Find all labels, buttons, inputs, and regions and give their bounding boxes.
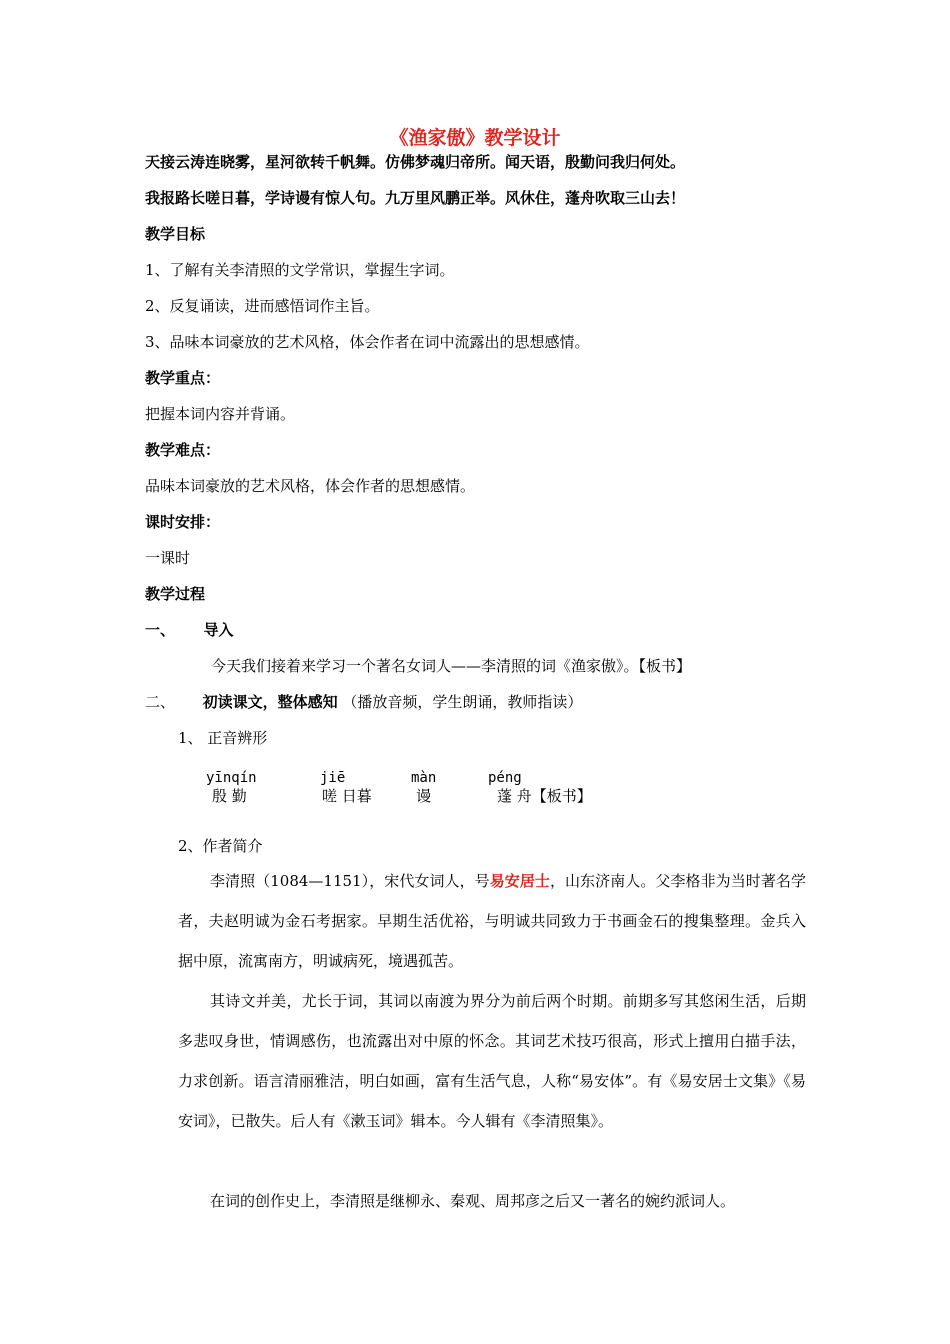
difficulty-heading: 教学难点：	[145, 441, 221, 459]
board-note: 【板书】	[531, 787, 592, 805]
hanzi-jie: 嗟 日暮	[322, 787, 372, 805]
goal-item: 1、了解有关李清照的文学常识，掌握生字词。	[145, 261, 455, 279]
hanzi-peng	[497, 786, 592, 806]
poem-line-1: 天接云涛连晓雾，星河欲转千帆舞。仿佛梦魂归帝所。闻天语，殷勤问我归何处。	[145, 153, 686, 171]
section-2-heading	[145, 692, 582, 712]
bio-p1-rest: ，山东济南人。父李格非为当时著名学者，夫赵明诚为金石考据家。早期生活优裕，与明诚共同致力于书画金石的搜集整理。金兵入据中原，流寓南方，明诚病死，境遇孤苦。	[178, 872, 806, 970]
document-title: 《渔家傲》教学设计	[389, 127, 561, 149]
pinyin-yinqin: yīnqín	[206, 770, 257, 786]
subsection-author: 2、作者简介	[178, 837, 263, 855]
section-2-title: 初读课文，整体感知	[202, 693, 338, 711]
goal-item: 2、反复诵读，进而感悟词作主旨。	[145, 297, 380, 315]
poem-line-2: 我报路长嗟日暮，学诗谩有惊人句。九万里风鹏正举。风休住，蓬舟吹取三山去！	[145, 189, 686, 207]
hanzi-peng-text: 蓬 舟	[497, 787, 532, 805]
pinyin-jie: jiē	[320, 770, 346, 786]
difficulty-text: 品味本词豪放的艺术风格，体会作者的思想感情。	[145, 477, 476, 495]
goal-item: 3、品味本词豪放的艺术风格，体会作者在词中流露出的思想感情。	[145, 333, 590, 351]
section-1-heading	[145, 620, 234, 640]
section-2-number: 二、	[145, 693, 176, 711]
section-1-text: 今天我们接着来学习一个著名女词人——李清照的词《渔家傲》。【板书】	[211, 657, 692, 675]
schedule-text: 一课时	[145, 549, 191, 567]
bio-p1-start: 李清照（1084—1151），宋代女词人，号	[210, 872, 490, 890]
hanzi-man: 谩	[416, 787, 432, 805]
pinyin-man: màn	[411, 770, 437, 786]
author-bio-paragraph-2: 其诗文并美，尤长于词，其词以南渡为界分为前后两个时期。前期多写其悠闲生活，后期多悲叹身世，情调感伤，也流露出对中原的怀念。其词艺术技巧很高，形式上擅用白描手法，力求创新。语言清丽雅洁，明白如画，富有生活气息，人称“易安体”。有《易安居士文集》《易安词》，已散失。后人有《漱玉词》辑本。今人辑有《李清照集》。	[178, 992, 806, 1130]
schedule-heading: 课时安排：	[145, 513, 221, 531]
section-1-title: 导入	[203, 621, 234, 639]
focus-heading: 教学重点：	[145, 369, 221, 387]
section-1-number: 一、	[145, 621, 176, 639]
pen-name-highlight: 易安居士	[489, 872, 550, 890]
goals-heading: 教学目标	[145, 225, 206, 243]
section-2-note: （播放音频，学生朗诵，教师指读）	[342, 693, 583, 711]
subsection-pronunciation: 1、 正音辨形	[178, 729, 268, 747]
focus-text: 把握本词内容并背诵。	[145, 405, 296, 423]
pinyin-peng: péng	[488, 770, 522, 786]
author-bio-paragraph-3: 在词的创作史上，李清照是继柳永、秦观、周邦彦之后又一著名的婉约派词人。	[210, 1192, 736, 1210]
author-bio-paragraph-1	[178, 861, 806, 981]
process-heading: 教学过程	[145, 585, 206, 603]
hanzi-yinqin: 殷 勤	[212, 787, 247, 805]
